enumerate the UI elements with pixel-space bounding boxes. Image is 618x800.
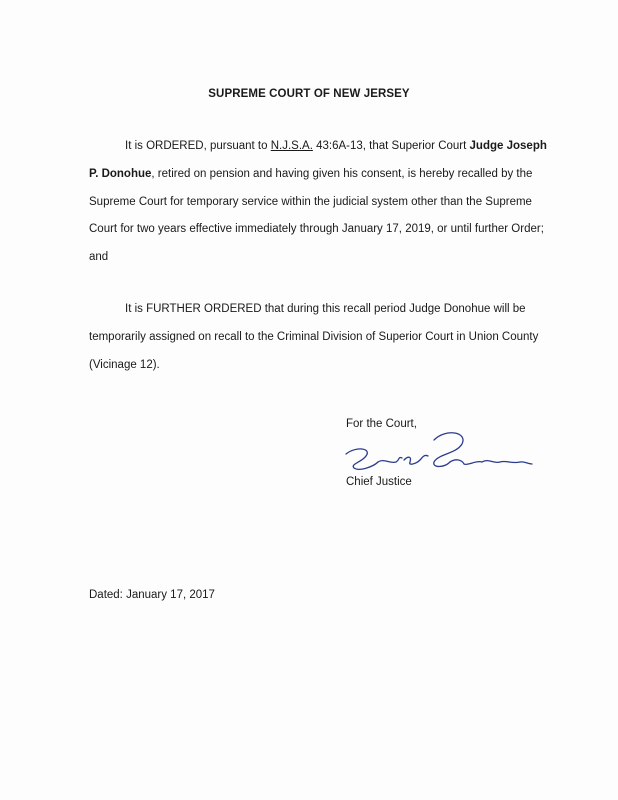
order-paragraph-2 — [89, 296, 549, 379]
judge-name: Joseph P. Donohue — [89, 140, 547, 180]
signer-title: Chief Justice — [346, 476, 412, 488]
chief-justice-signature — [338, 426, 538, 476]
para1-text-3: , retired on pension and having given his consent, is hereby recalled by the Supreme Court for temporary service within the judicial system other than the Supreme Court for two years effective immediately through January 17, 2019, or until further Order; and — [89, 167, 544, 264]
para1-text-1: It is ORDERED, pursuant to — [125, 140, 271, 152]
date-line: Dated: January 17, 2017 — [89, 589, 215, 601]
order-paragraph-1 — [89, 133, 549, 272]
statute-citation: N.J.S.A. — [270, 140, 313, 152]
for-the-court: For the Court, — [346, 418, 417, 430]
judge-label: Judge — [469, 140, 504, 152]
para2-text: It is FURTHER ORDERED that during this recall period Judge Donohue will be temporarily assigned on recall to the Criminal Division of Superior Court in Union County (Vicinage 12). — [89, 303, 539, 371]
court-title: SUPREME COURT OF NEW JERSEY — [208, 88, 410, 100]
para1-text-2: 43:6A-13, that Superior Court — [312, 140, 470, 152]
